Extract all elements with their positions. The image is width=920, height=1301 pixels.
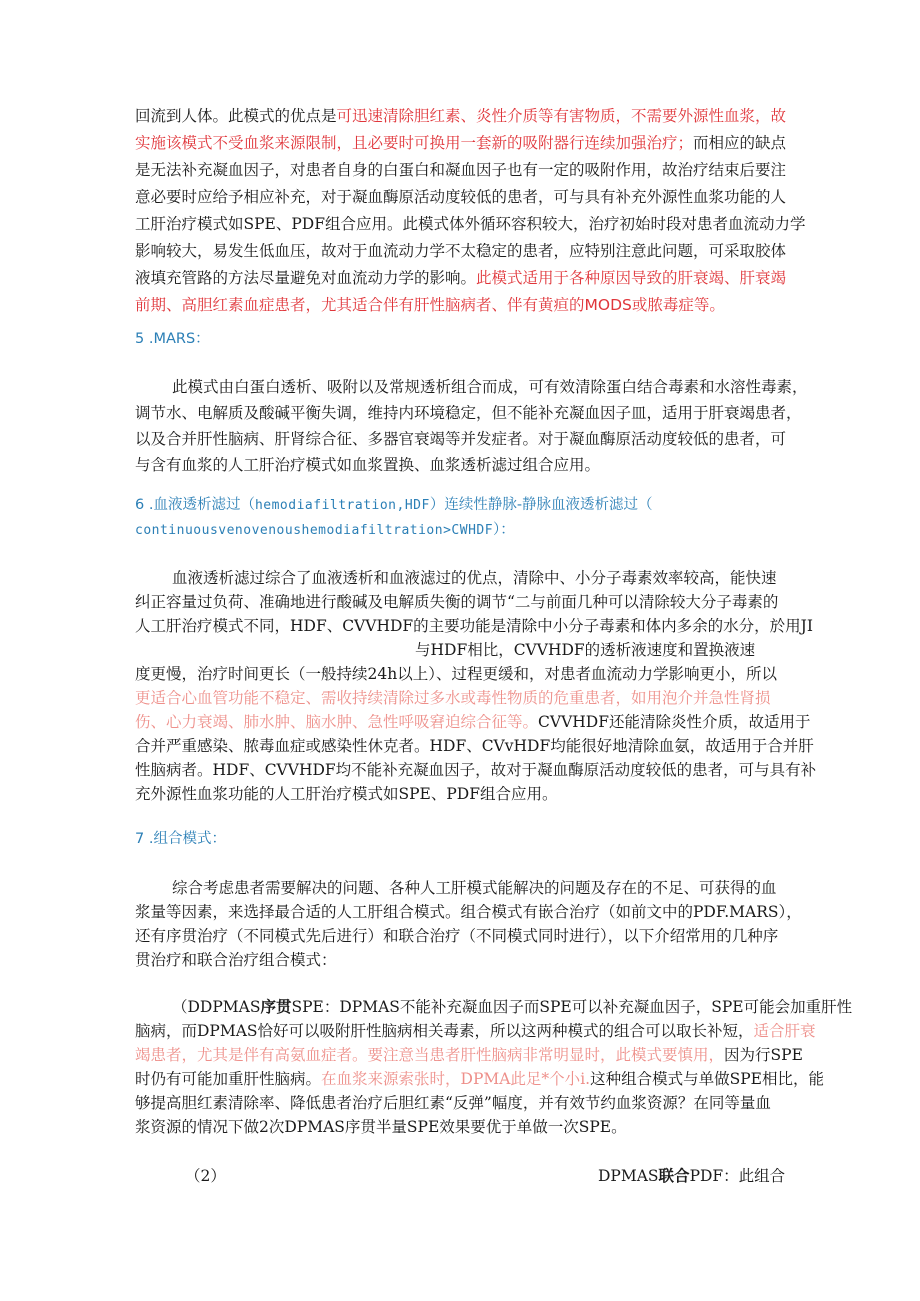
paragraph-line: 纠正容量过负荷、准确地进行酸碱及电解质失衡的调节“二与前面几种可以清除较大分子毒素的 (135, 593, 779, 611)
paragraph-line: 意必要时应给予相应补充，对于凝血酶原活动度较低的患者，可与具有补充外源性血浆功能的人 (135, 188, 787, 206)
text: 回流到人体。此模式的优点是 (135, 107, 337, 125)
text: CVVHDF还能清除炎性介质，故适用于 (538, 713, 811, 731)
paragraph-line (598, 1164, 788, 1188)
heading-text: ）连续性静脉-静脉血液透析滤过（ (429, 497, 653, 513)
text: （DDPMAS (172, 998, 261, 1016)
paragraph-line: 贯治疗和联合治疗组合模式： (135, 951, 337, 969)
text: 而相应的缺点 (693, 134, 787, 152)
paragraph-line: 与HDF相比，CVVHDF的透析液速度和置换液速 (415, 641, 756, 659)
text: 因为行SPE (724, 1046, 803, 1064)
paragraph-line: 此模式由白蛋白透析、吸附以及常规透析组合而成，可有效清除蛋白结合毒素和水溶性毒素， (172, 378, 808, 396)
highlight-text: 适合肝衰 (753, 1022, 816, 1040)
paragraph-line (172, 995, 853, 1019)
paragraph-line (135, 104, 785, 128)
paragraph-line (135, 1043, 803, 1067)
heading-text: 血液透析滤过（ (153, 497, 255, 513)
text: 脑病，而DPMAS恰好可以吸附肝性脑病相关毒素，所以这两种模式的组合可以取长补短， (135, 1022, 754, 1040)
heading-number: 6 . (135, 497, 154, 513)
paragraph-line: 还有序贯治疗（不同模式先后进行）和联合治疗（不同模式同时进行），以下介绍常用的几种序 (135, 927, 779, 945)
paragraph-line: 调节水、电解质及酸碱平衡失调，维持内环境稳定，但不能补充凝血因子皿，适用于肝衰竭患者， (135, 404, 802, 422)
paragraph-line (135, 266, 785, 290)
highlight-text: 此模式适用于各种原因导致的肝衰竭、肝衰竭 (476, 269, 787, 287)
highlight-text: 伤、心力衰竭、肺水肿、脑水肿、急性呼吸窘迫综合征等。 (135, 713, 539, 731)
paragraph-line: 性脑病者。HDF、CVVHDF均不能补充凝血因子，故对于凝血酶原活动度较低的患者，可与具有补 (135, 761, 817, 779)
paragraph-line: 以及合并肝性脑病、肝肾综合征、多器官衰竭等并发症者。对于凝血酶原活动度较低的患者，可 (135, 430, 787, 448)
highlight-text: 竭患者，尤其是伴有高氨血症者。要注意当患者肝性脑病非常明显时，此模式要慎用， (135, 1046, 725, 1064)
highlight-text: 前期、高胆红素血症患者，尤其适合伴有肝性脑病者、伴有黄疸的MODS或脓毒症等。 (135, 296, 725, 314)
paragraph-line: 浆资源的情况下做2次DPMAS序贯半量SPE效果要优于单做一次SPE。 (135, 1118, 627, 1136)
heading-text: ）： (493, 522, 515, 538)
paragraph-line: 更适合心血管功能不稳定、需收持续清除过多水或毒性物质的危重患者，如用泡介并急性肾损 (135, 689, 771, 707)
section-heading-hdf (135, 493, 785, 518)
paragraph-line: 工肝治疗模式如SPE、PDF组合应用。此模式体外循环容积较大，治疗初始时段对患者血流动力学 (135, 215, 806, 233)
paragraph-line (135, 131, 785, 155)
text: SPE：DPMAS不能补充凝血因子而SPE可以补充凝血因子，SPE可能会加重肝性 (291, 998, 853, 1016)
heading-term: continuousvenovenoushemodiafiltration>CWHDF (135, 523, 494, 538)
paragraph-line: 人工肝治疗模式不同，HDF、CVVHDF的主要功能是清除中小分子毒素和体内多余的水分，於用JI (135, 617, 813, 635)
paragraph-line: 充外源性血浆功能的人工肝治疗模式如SPE、PDF组合应用。 (135, 785, 558, 803)
paragraph-line: 影响较大，易发生低血压，故对于血流动力学不太稳定的患者，应特别注意此问题，可采取胶体 (135, 242, 787, 260)
paragraph-line: 综合考虑患者需要解决的问题、各种人工肝模式能解决的问题及存在的不足、可获得的血 (172, 879, 777, 897)
text: 液填充管路的方法尽量避免对血流动力学的影响。 (135, 269, 477, 287)
highlight-text: 可迅速清除胆红素、炎性介质等有害物质，不需要外源性血浆，故 (336, 107, 787, 125)
highlight-text: 在血浆来源索张时，DPMA此足*个小i. (321, 1070, 591, 1088)
section-heading-hdf-cont (135, 518, 785, 543)
paragraph-line: 是无法补充凝血因子，对患者自身的白蛋白和凝血因子也有一定的吸附作用，故治疗结束后要注 (135, 161, 787, 179)
paragraph-line (135, 293, 785, 317)
paragraph-line: 与含有血浆的人工肝治疗模式如血浆置换、血浆透析滤过组合应用。 (135, 456, 601, 474)
text: 这种组合模式与单做SPE相比，能 (590, 1070, 824, 1088)
list-number: （2） (185, 1167, 226, 1185)
paragraph-line: 度更慢，治疗时间更长（一般持续24h以上）、过程更缓和，对患者血流动力学影响更小，所以 (135, 665, 777, 683)
bold-text: 序贯 (260, 998, 292, 1016)
bold-text: 联合 (658, 1167, 690, 1185)
text: PDF：此组合 (689, 1167, 786, 1185)
section-heading-combination: 7 .组合模式： (135, 831, 226, 847)
paragraph-line: 够提高胆红素清除率、降低患者治疗后胆红素“反弹”幅度，并有效节约血浆资源？在同等量血 (135, 1094, 771, 1112)
paragraph-line: 浆量等因素，来选择最合适的人工肝组合模式。组合模式有嵌合治疗（如前文中的PDF.MARS）， (135, 903, 802, 921)
heading-term: hemodiafiltration,HDF (254, 498, 430, 513)
text: DPMAS (598, 1167, 659, 1185)
section-heading-mars: 5 .MARS： (135, 331, 210, 347)
paragraph-line (135, 1019, 816, 1043)
paragraph-line (135, 1067, 824, 1091)
paragraph-line (135, 710, 811, 734)
text: 时仍有可能加重肝性脑病。 (135, 1070, 322, 1088)
paragraph-line: 血液透析滤过综合了血液透析和血液滤过的优点，清除中、小分子毒素效率较高，能快速 (172, 569, 777, 587)
paragraph-line: 合并严重感染、脓毒血症或感染性休克者。HDF、CVvHDF均能很好地清除血氨，故适用于合并肝 (135, 737, 814, 755)
highlight-text: 实施该模式不受血浆来源限制，且必要时可换用一套新的吸附器行连续加强治疗； (135, 134, 694, 152)
